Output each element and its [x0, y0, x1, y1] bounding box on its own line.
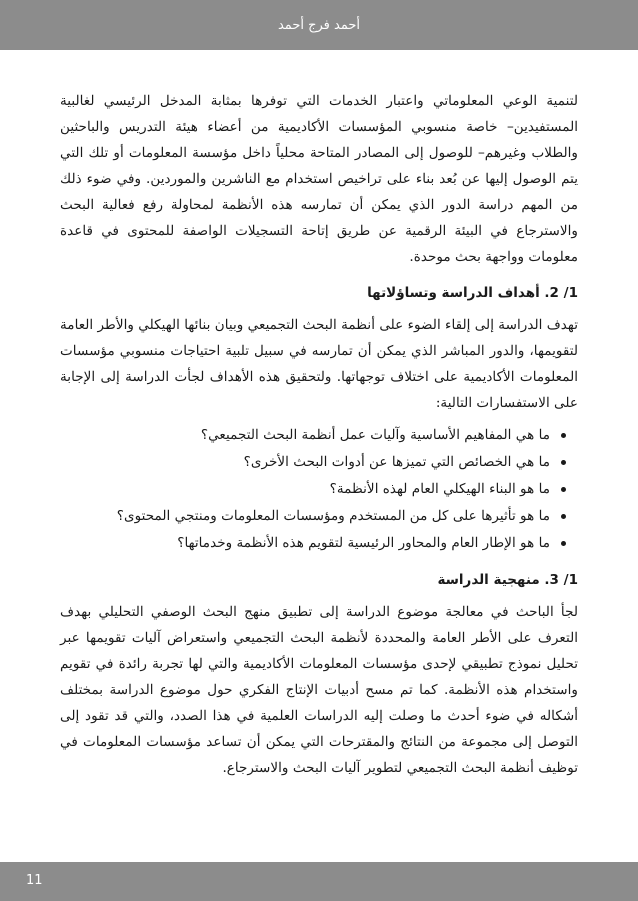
paragraph-objectives: تهدف الدراسة إلى إلقاء الضوء على أنظمة البحث التجميعي وبيان بنائها الهيكلي والأطر العامة لتقويمها، والدور المباشر الذي يمكن أن تمارسه في سبيل تلبية احتياجات منسوبي مؤسسات المعلومات الأكاديمية على اختلاف توجهاتها. ولتحقيق هذه الأهداف لجأت الدراسة إلى الإجابة على الاستفسارات التالية:	[60, 317, 578, 411]
paragraph-intro: لتنمية الوعي المعلوماتي واعتبار الخدمات التي توفرها بمثابة المدخل الرئيسي لغالبية المستفيدين– خاصة منسوبي المؤسسات الأكاديمية من أعضاء هيئة التدريس والباحثين والطلاب وغيرهم– للوصول إلى المصادر المتاحة محلياً داخل مؤسسة المعلومات أو تلك التي يتم الوصول إليها عن بُعد بناء على تراخيص استخدام مع الناشرين والموردين. وفي ضوء ذلك من المهم دراسة الدور الذي يمكن أن تمارسه هذه الأنظمة لمحاولة رفع فعالية البحث والاسترجاع في البيئة الرقمية عن طريق إتاحة التسجيلات الواصفة للمحتوى في قاعدة معلومات وواجهة بحث موحدة.	[60, 93, 578, 265]
footer-bar	[0, 862, 638, 901]
bullet-icon	[561, 460, 566, 465]
list-item	[60, 530, 566, 557]
paragraph-methodology: لجأ الباحث في معالجة موضوع الدراسة إلى تطبيق منهج البحث الوصفي التحليلي بهدف التعرف على الأطر العامة والمحددة لأنظمة البحث التجميعي واستعراض آليات تقويمها عبر تحليل نموذج تطبيقي لإحدى مؤسسات المعلومات الأكاديمية والتي لها تجربة رائدة في تقويم واستخدام هذه الأنظمة. كما تم مسح أدبيات الإنتاج الفكري حول موضوع الدراسة بمختلف أشكاله في ضوء أحدث ما وصلت إليه الدراسات العلمية في هذا الصدد، والتي قد تقود إلى التوصل إلى مجموعة من النتائج والمقترحات التي يمكن أن تساعد مؤسسات المعلومات في توظيف أنظمة البحث التجميعي لتطوير آليات البحث والاسترجاع.	[60, 604, 578, 776]
author-name: أحمد فرج أحمد	[277, 17, 361, 33]
list-item	[60, 422, 566, 449]
question-text: ما هي الخصائص التي تميزها عن أدوات البحث الأخرى؟	[243, 454, 550, 470]
list-item	[60, 449, 566, 476]
bullet-icon	[561, 541, 566, 546]
section-heading-objectives: 1/ 2. أهداف الدراسة وتساؤلاتها	[367, 285, 578, 301]
questions-list	[60, 422, 578, 557]
section-heading-methodology: 1/ 3. منهجية الدراسة	[437, 572, 578, 588]
bullet-icon	[561, 487, 566, 492]
question-text: ما هو الإطار العام والمحاور الرئيسية لتقويم هذه الأنظمة وخدماتها؟	[177, 535, 550, 551]
bullet-icon	[561, 514, 566, 519]
header-bar	[0, 0, 638, 50]
page-number: 11	[26, 873, 43, 888]
question-text: ما هو البناء الهيكلي العام لهذه الأنظمة؟	[329, 481, 550, 497]
bullet-icon	[561, 433, 566, 438]
question-text: ما هو تأثيرها على كل من المستخدم ومؤسسات المعلومات ومنتجي المحتوى؟	[116, 508, 550, 524]
page-content	[60, 88, 578, 781]
list-item	[60, 476, 566, 503]
list-item	[60, 503, 566, 530]
question-text: ما هي المفاهيم الأساسية وآليات عمل أنظمة البحث التجميعي؟	[200, 427, 550, 443]
